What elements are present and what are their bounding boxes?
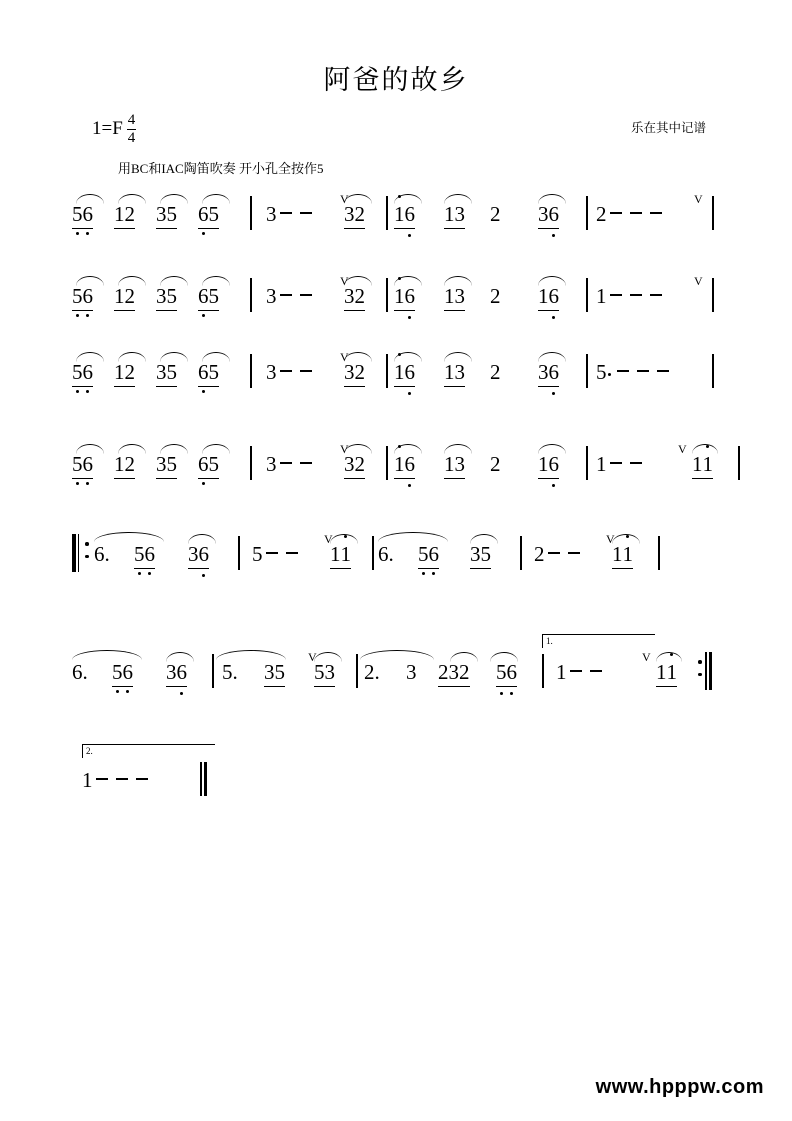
beamed-pair bbox=[156, 362, 177, 383]
note: 6 bbox=[176, 660, 187, 684]
beamed-pair bbox=[72, 286, 93, 307]
beamed-pair bbox=[344, 362, 365, 383]
note: 1 bbox=[394, 452, 405, 476]
note: 6 bbox=[82, 360, 93, 384]
note: 1 bbox=[114, 360, 125, 384]
note: 6 bbox=[548, 360, 559, 384]
measure-group bbox=[378, 544, 394, 565]
beamed-pair bbox=[394, 362, 415, 383]
beamed-pair bbox=[538, 286, 559, 307]
note: 5 bbox=[596, 360, 607, 384]
note: 5. bbox=[222, 660, 238, 684]
beamed-pair bbox=[330, 544, 351, 565]
barline bbox=[250, 446, 252, 480]
repeat-start-barline bbox=[72, 534, 84, 572]
note: 6 bbox=[428, 542, 439, 566]
beamed-pair bbox=[198, 286, 219, 307]
note: 3 bbox=[344, 360, 355, 384]
measure-group bbox=[72, 362, 93, 383]
beamed-pair bbox=[264, 662, 285, 683]
note: 1 bbox=[612, 542, 623, 566]
measure-group bbox=[344, 362, 365, 383]
note: 5 bbox=[134, 542, 145, 566]
beamed-pair bbox=[438, 662, 470, 683]
music-system-6 bbox=[0, 634, 792, 704]
note: 1 bbox=[394, 360, 405, 384]
note: 3 bbox=[470, 542, 481, 566]
beamed-pair bbox=[496, 662, 517, 683]
note: 2 bbox=[124, 360, 135, 384]
note: 6 bbox=[548, 452, 559, 476]
note: 6. bbox=[378, 542, 394, 566]
measure-group bbox=[596, 454, 647, 475]
beamed-pair bbox=[166, 662, 187, 683]
note: 6 bbox=[404, 284, 415, 308]
measure-group bbox=[394, 286, 415, 307]
note: 2 bbox=[490, 452, 501, 476]
note: 5 bbox=[208, 284, 219, 308]
breath-mark: V bbox=[340, 350, 349, 364]
note: 1 bbox=[656, 660, 667, 684]
note: 5 bbox=[72, 284, 83, 308]
measure-group bbox=[264, 662, 285, 683]
note: 1 bbox=[114, 202, 125, 226]
beamed-pair bbox=[394, 286, 415, 307]
measure-group bbox=[596, 286, 667, 307]
measure-group bbox=[444, 204, 465, 225]
measure-group bbox=[198, 362, 219, 383]
beamed-pair bbox=[470, 544, 491, 565]
measure-group bbox=[490, 286, 501, 307]
repeat-dots bbox=[85, 542, 89, 567]
measure-group bbox=[134, 544, 155, 565]
note: 1 bbox=[622, 542, 633, 566]
music-system-3 bbox=[0, 348, 792, 418]
measure-group bbox=[266, 286, 317, 307]
note: 5 bbox=[252, 542, 263, 566]
note: 1 bbox=[394, 284, 405, 308]
credit-line: 乐在其中记谱 bbox=[630, 121, 706, 135]
measure-group bbox=[156, 454, 177, 475]
note: 6. bbox=[94, 542, 110, 566]
measure-group bbox=[266, 362, 317, 383]
barline bbox=[212, 654, 214, 688]
measure-group bbox=[394, 362, 415, 383]
note: 2 bbox=[354, 360, 365, 384]
measure-group bbox=[394, 454, 415, 475]
measure-group bbox=[596, 362, 674, 383]
note: 1 bbox=[444, 284, 455, 308]
measure-group bbox=[490, 204, 501, 225]
measure-group bbox=[444, 286, 465, 307]
measure-group bbox=[266, 454, 317, 475]
barline bbox=[712, 354, 714, 388]
beamed-pair bbox=[198, 454, 219, 475]
note: 3 bbox=[344, 452, 355, 476]
measure-group bbox=[612, 544, 633, 565]
measure-group bbox=[198, 204, 219, 225]
note: 6 bbox=[404, 452, 415, 476]
beamed-pair bbox=[156, 204, 177, 225]
measure-group bbox=[72, 454, 93, 475]
note: 1 bbox=[340, 542, 351, 566]
note: 1 bbox=[114, 284, 125, 308]
note: 3 bbox=[454, 284, 465, 308]
breath-mark: V bbox=[678, 442, 687, 456]
measure-group bbox=[188, 544, 209, 565]
beamed-pair bbox=[114, 204, 135, 225]
measure-group bbox=[344, 454, 365, 475]
note: 5 bbox=[208, 360, 219, 384]
note: 3 bbox=[538, 202, 549, 226]
measure-group bbox=[72, 662, 88, 683]
note: 2 bbox=[124, 452, 135, 476]
measure-group bbox=[82, 770, 153, 791]
beamed-pair bbox=[314, 662, 335, 683]
note: 2 bbox=[490, 360, 501, 384]
measure-group bbox=[470, 544, 491, 565]
note: 5 bbox=[72, 452, 83, 476]
beamed-pair bbox=[612, 544, 633, 565]
measure-group bbox=[444, 454, 465, 475]
note: 6 bbox=[506, 660, 517, 684]
note: 6 bbox=[82, 202, 93, 226]
measure-group bbox=[490, 454, 501, 475]
note: 6 bbox=[548, 284, 559, 308]
beamed-pair bbox=[198, 362, 219, 383]
measure-group bbox=[496, 662, 517, 683]
note: 6 bbox=[122, 660, 133, 684]
breath-mark: V bbox=[606, 532, 615, 546]
note: 3 bbox=[324, 660, 335, 684]
measure-group bbox=[534, 544, 585, 565]
final-barline bbox=[200, 762, 207, 796]
beamed-pair bbox=[156, 454, 177, 475]
note: 3 bbox=[266, 284, 277, 308]
note: 5 bbox=[166, 360, 177, 384]
note: 1 bbox=[666, 660, 677, 684]
note: 2 bbox=[124, 284, 135, 308]
music-system-4 bbox=[0, 440, 792, 510]
measure-group bbox=[266, 204, 317, 225]
note: 6 bbox=[198, 360, 209, 384]
note: 2 bbox=[438, 660, 449, 684]
beamed-pair bbox=[538, 362, 559, 383]
measure-group bbox=[394, 204, 415, 225]
note: 3 bbox=[538, 360, 549, 384]
beamed-pair bbox=[156, 286, 177, 307]
note: 1 bbox=[82, 768, 93, 792]
beamed-pair bbox=[444, 286, 465, 307]
measure-group bbox=[114, 204, 135, 225]
note: 5 bbox=[112, 660, 123, 684]
beamed-pair bbox=[112, 662, 133, 683]
note: 1 bbox=[394, 202, 405, 226]
note: 3 bbox=[344, 202, 355, 226]
note: 3 bbox=[406, 660, 417, 684]
barline bbox=[386, 446, 388, 480]
measure-group bbox=[114, 454, 135, 475]
music-system-2 bbox=[0, 272, 792, 342]
barline bbox=[586, 354, 588, 388]
breath-mark: V bbox=[694, 274, 703, 288]
breath-mark: V bbox=[308, 650, 317, 664]
note: 2 bbox=[354, 202, 365, 226]
measure-group bbox=[538, 362, 559, 383]
barline bbox=[356, 654, 358, 688]
measure-group bbox=[596, 204, 667, 225]
measure-group bbox=[114, 362, 135, 383]
note: 3 bbox=[454, 360, 465, 384]
note: 5 bbox=[208, 202, 219, 226]
repeat-end-barline bbox=[700, 652, 712, 690]
breath-mark: V bbox=[642, 650, 651, 664]
beamed-pair bbox=[344, 454, 365, 475]
note: 1 bbox=[538, 284, 549, 308]
note: 3 bbox=[166, 660, 177, 684]
measure-group bbox=[538, 204, 559, 225]
note: 3 bbox=[454, 452, 465, 476]
note: 6 bbox=[404, 360, 415, 384]
time-signature-denominator: 4 bbox=[127, 130, 136, 146]
slur bbox=[360, 650, 434, 660]
note: 3 bbox=[344, 284, 355, 308]
measure-group bbox=[166, 662, 187, 683]
measure-group bbox=[444, 362, 465, 383]
volta-label: 2. bbox=[86, 746, 93, 756]
barline bbox=[586, 446, 588, 480]
note: 6 bbox=[548, 202, 559, 226]
beamed-pair bbox=[538, 454, 559, 475]
breath-mark: V bbox=[694, 192, 703, 206]
note: 6 bbox=[82, 452, 93, 476]
barline bbox=[542, 654, 544, 688]
beamed-pair bbox=[72, 204, 93, 225]
measure-group bbox=[252, 544, 303, 565]
note: 1 bbox=[596, 284, 607, 308]
beamed-pair bbox=[114, 362, 135, 383]
note: 2 bbox=[354, 284, 365, 308]
breath-mark: V bbox=[340, 442, 349, 456]
note: 5 bbox=[496, 660, 507, 684]
note: 3 bbox=[156, 202, 167, 226]
barline bbox=[738, 446, 740, 480]
note: 2 bbox=[459, 660, 470, 684]
measure-group bbox=[156, 286, 177, 307]
note: 3 bbox=[448, 660, 459, 684]
beamed-pair bbox=[444, 362, 465, 383]
barline bbox=[712, 196, 714, 230]
barline bbox=[658, 536, 660, 570]
note: 2 bbox=[490, 202, 501, 226]
barline bbox=[586, 278, 588, 312]
measure-group bbox=[222, 662, 238, 683]
beamed-pair bbox=[418, 544, 439, 565]
beamed-pair bbox=[344, 286, 365, 307]
beamed-pair bbox=[72, 362, 93, 383]
slur bbox=[216, 650, 286, 660]
measure-group bbox=[72, 204, 93, 225]
measure-group bbox=[330, 544, 351, 565]
measure-group bbox=[112, 662, 133, 683]
note: 5 bbox=[274, 660, 285, 684]
measure-group bbox=[406, 662, 417, 683]
note: 5 bbox=[72, 202, 83, 226]
note: 5 bbox=[208, 452, 219, 476]
note: 1 bbox=[556, 660, 567, 684]
beamed-pair bbox=[444, 204, 465, 225]
measure-group bbox=[364, 662, 380, 683]
beamed-pair bbox=[198, 204, 219, 225]
music-system-7 bbox=[0, 738, 792, 808]
music-system-1 bbox=[0, 190, 792, 260]
measure-group bbox=[344, 204, 365, 225]
barline bbox=[250, 278, 252, 312]
note: 5 bbox=[72, 360, 83, 384]
note: 3 bbox=[266, 360, 277, 384]
note: 1 bbox=[702, 452, 713, 476]
measure-group bbox=[692, 454, 713, 475]
beamed-pair bbox=[72, 454, 93, 475]
note: 6 bbox=[198, 284, 209, 308]
barline bbox=[250, 354, 252, 388]
measure-group bbox=[656, 662, 677, 683]
note: 3 bbox=[156, 284, 167, 308]
barline bbox=[386, 278, 388, 312]
barline bbox=[712, 278, 714, 312]
note: 2 bbox=[596, 202, 607, 226]
measure-group bbox=[538, 286, 559, 307]
slur bbox=[378, 532, 448, 542]
note: 6 bbox=[144, 542, 155, 566]
note: 1 bbox=[444, 452, 455, 476]
barline bbox=[386, 354, 388, 388]
note: 1 bbox=[538, 452, 549, 476]
measure-group bbox=[72, 286, 93, 307]
note: 3 bbox=[454, 202, 465, 226]
measure-group bbox=[94, 544, 110, 565]
time-signature bbox=[127, 113, 137, 146]
note: 3 bbox=[156, 452, 167, 476]
slur bbox=[72, 650, 142, 660]
volta-label: 1. bbox=[546, 636, 553, 646]
barline bbox=[586, 196, 588, 230]
music-system-5 bbox=[0, 530, 792, 600]
note: 1 bbox=[444, 360, 455, 384]
breath-mark: V bbox=[340, 192, 349, 206]
beamed-pair bbox=[134, 544, 155, 565]
slur bbox=[94, 532, 164, 542]
watermark: www.hpppw.com bbox=[595, 1076, 764, 1098]
note: 6 bbox=[198, 542, 209, 566]
key-signature bbox=[92, 112, 136, 145]
breath-mark: V bbox=[324, 532, 333, 546]
barline bbox=[520, 536, 522, 570]
note: 6 bbox=[198, 202, 209, 226]
note: 1 bbox=[596, 452, 607, 476]
barline bbox=[250, 196, 252, 230]
measure-group bbox=[156, 362, 177, 383]
note: 5 bbox=[418, 542, 429, 566]
beamed-pair bbox=[114, 454, 135, 475]
note: 3 bbox=[264, 660, 275, 684]
measure-group bbox=[114, 286, 135, 307]
barline bbox=[372, 536, 374, 570]
measure-group bbox=[556, 662, 607, 683]
beamed-pair bbox=[656, 662, 677, 683]
note: 6 bbox=[404, 202, 415, 226]
note: 5 bbox=[166, 202, 177, 226]
note: 3 bbox=[266, 202, 277, 226]
performance-note: 用BC和IAC陶笛吹奏 开小孔全按作5 bbox=[118, 161, 324, 176]
beamed-pair bbox=[394, 454, 415, 475]
measure-group bbox=[156, 204, 177, 225]
note: 5 bbox=[166, 284, 177, 308]
page-title: 阿爸的故乡 bbox=[323, 65, 469, 95]
measure-group bbox=[418, 544, 439, 565]
note: 2 bbox=[490, 284, 501, 308]
note: 2 bbox=[534, 542, 545, 566]
measure-group bbox=[198, 454, 219, 475]
beamed-pair bbox=[444, 454, 465, 475]
measure-group bbox=[438, 662, 470, 683]
beamed-pair bbox=[344, 204, 365, 225]
note: 6 bbox=[198, 452, 209, 476]
volta-bracket-1 bbox=[542, 634, 655, 648]
beamed-pair bbox=[692, 454, 713, 475]
measure-group bbox=[344, 286, 365, 307]
time-signature-numerator: 4 bbox=[127, 112, 136, 128]
note: 3 bbox=[156, 360, 167, 384]
beamed-pair bbox=[538, 204, 559, 225]
barline bbox=[238, 536, 240, 570]
note: 5 bbox=[480, 542, 491, 566]
measure-group bbox=[538, 454, 559, 475]
breath-mark: V bbox=[340, 274, 349, 288]
note: 2 bbox=[354, 452, 365, 476]
note: 1 bbox=[444, 202, 455, 226]
note: 1 bbox=[330, 542, 341, 566]
beamed-pair bbox=[188, 544, 209, 565]
note: 6. bbox=[72, 660, 88, 684]
key-signature-label: 1=F bbox=[92, 117, 123, 139]
beamed-pair bbox=[114, 286, 135, 307]
note: 2 bbox=[124, 202, 135, 226]
note: 6 bbox=[82, 284, 93, 308]
measure-group bbox=[314, 662, 335, 683]
barline bbox=[386, 196, 388, 230]
note: 3 bbox=[188, 542, 199, 566]
note: 5 bbox=[166, 452, 177, 476]
measure-group bbox=[198, 286, 219, 307]
beamed-pair bbox=[394, 204, 415, 225]
note: 2. bbox=[364, 660, 380, 684]
note: 1 bbox=[114, 452, 125, 476]
note: 1 bbox=[692, 452, 703, 476]
note: 3 bbox=[266, 452, 277, 476]
volta-bracket-2 bbox=[82, 744, 215, 758]
measure-group bbox=[490, 362, 501, 383]
note: 5 bbox=[314, 660, 325, 684]
